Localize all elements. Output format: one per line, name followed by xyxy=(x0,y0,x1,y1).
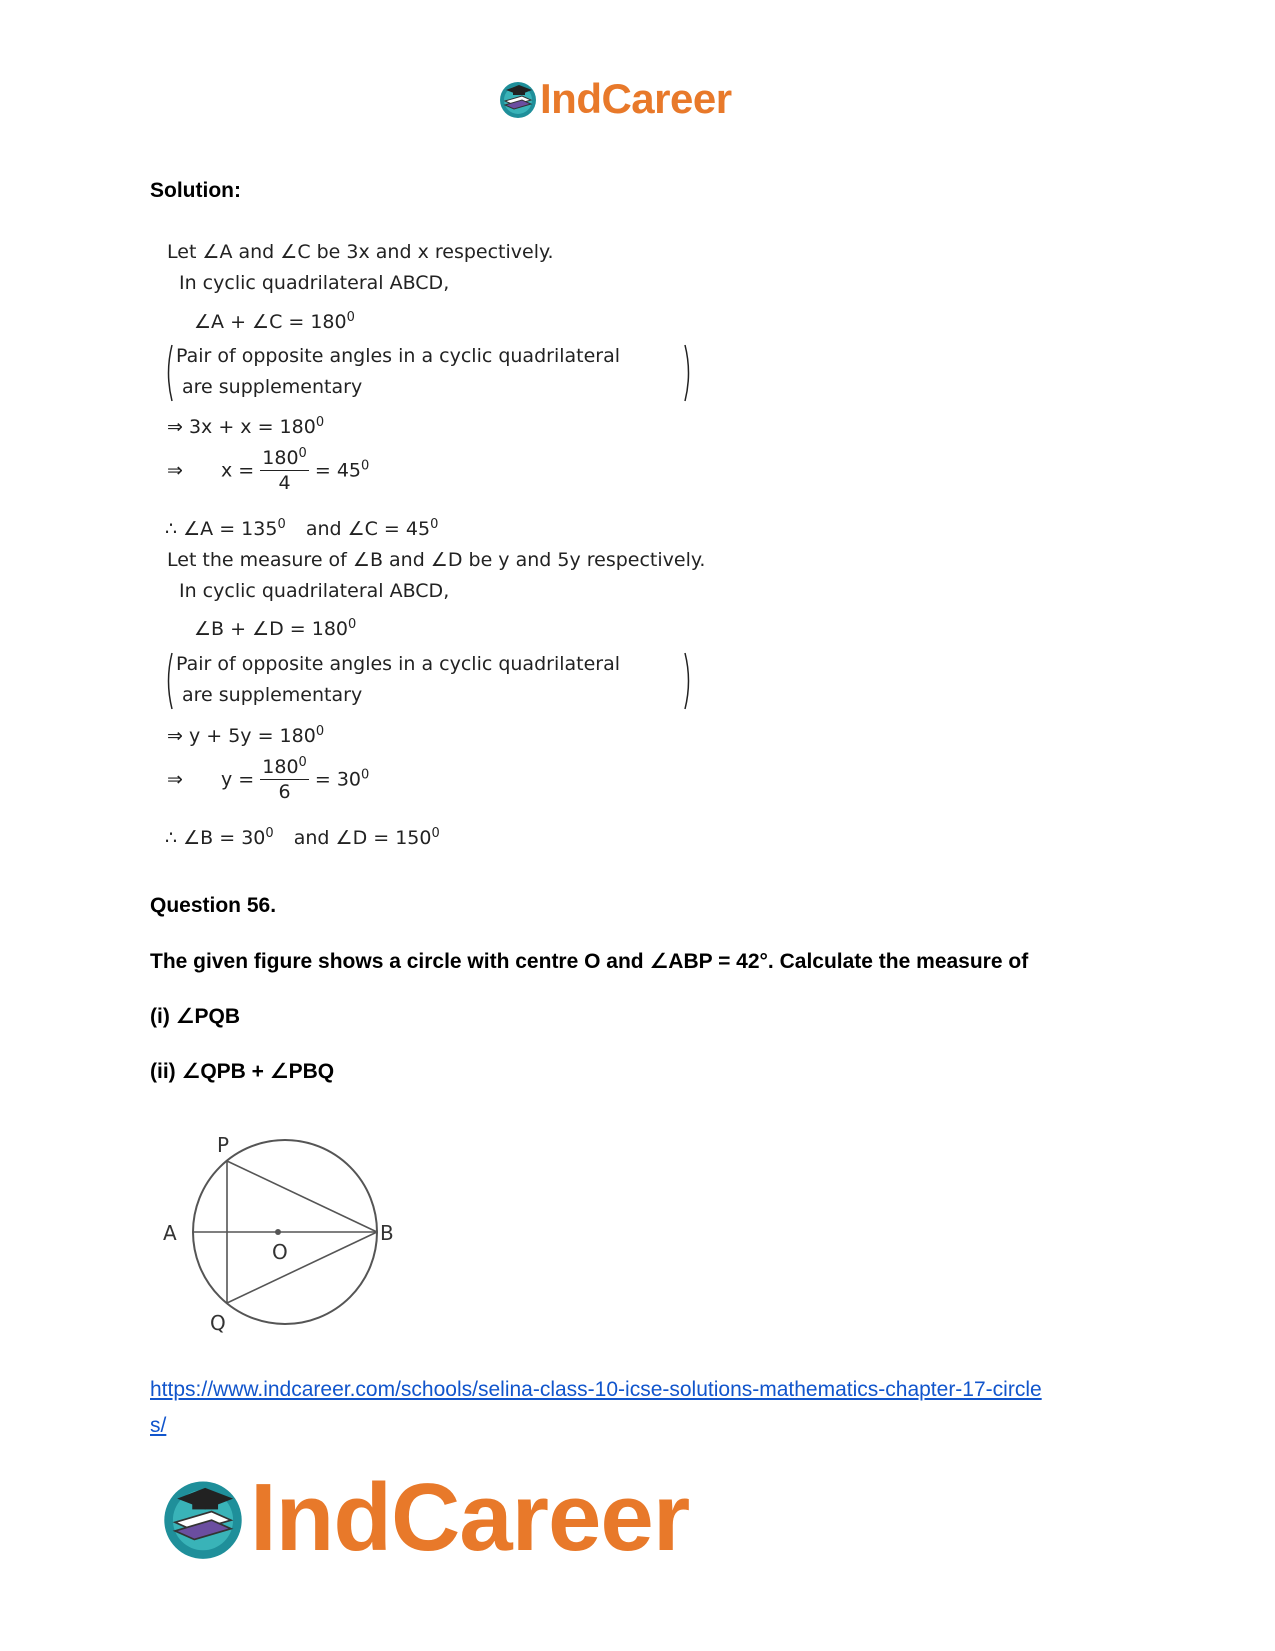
question-text: The given figure shows a circle with centre O and ∠ABP = 42°. Calculate the measure of xyxy=(150,950,1029,973)
solution-line: ∴ ∠A = $135^0$ and ∠C = $45^0$ xyxy=(165,517,439,540)
label-a: A xyxy=(163,1221,177,1245)
solution-line: ⇒ $3x + x = 180^0$ xyxy=(167,415,325,438)
label-p: P xyxy=(217,1133,230,1157)
question-part-i: (i) ∠PQB xyxy=(150,1005,240,1028)
solution-fraction-line: ⇒ x = $\frac{180^0}{4}$ = $45^0$ xyxy=(167,446,370,494)
source-link-line-2[interactable]: s/ xyxy=(150,1414,167,1437)
source-link-line-1[interactable]: https://www.indcareer.com/schools/selina-class-10-icse-solutions-mathematics-chapter-17-circle xyxy=(150,1378,1042,1401)
solution-line: are supplementary xyxy=(182,684,363,706)
solution-line: ⇒ $y + 5y = 180^0$ xyxy=(167,724,325,747)
solution-heading: Solution: xyxy=(150,179,241,202)
solution-line: ∴ ∠B = $30^0$ and ∠D = $150^0$ xyxy=(165,826,440,849)
centre-point xyxy=(275,1229,281,1235)
solution-line: Pair of opposite angles in a cyclic quadrilateral xyxy=(176,653,621,675)
left-paren xyxy=(164,651,174,711)
label-q: Q xyxy=(210,1311,226,1335)
brand-name: IndCareer xyxy=(250,1464,690,1571)
label-b: B xyxy=(380,1221,394,1245)
solution-line: Let the measure of ∠B and ∠D be y and 5y respectively. xyxy=(167,549,706,571)
footer-logo xyxy=(160,1464,690,1571)
circle-figure xyxy=(155,1125,395,1340)
fraction: $\frac{180^0}{6}$ xyxy=(262,755,307,803)
solution-line: In cyclic quadrilateral ABCD, xyxy=(179,580,450,602)
label-o: O xyxy=(272,1240,288,1264)
solution-line: Pair of opposite angles in a cyclic quadrilateral xyxy=(176,345,621,367)
solution-line: ∠B + ∠D = $180^0$ xyxy=(194,617,357,640)
source-link-block xyxy=(150,1372,1042,1444)
header-logo xyxy=(498,75,732,122)
right-paren xyxy=(683,343,693,403)
fraction: $\frac{180^0}{4}$ xyxy=(262,446,307,494)
solution-line: ∠A + ∠C = $180^0$ xyxy=(194,310,355,333)
brand-name: IndCareer xyxy=(540,75,732,122)
solution-line: Let ∠A and ∠C be 3x and x respectively. xyxy=(167,241,554,263)
solution-fraction-line: ⇒ y = $\frac{180^0}{6}$ = $30^0$ xyxy=(167,755,370,803)
question-part-ii: (ii) ∠QPB + ∠PBQ xyxy=(150,1060,335,1083)
question-title: Question 56. xyxy=(150,894,277,917)
solution-line: In cyclic quadrilateral ABCD, xyxy=(179,272,450,294)
graduation-book-icon xyxy=(498,79,538,119)
left-paren xyxy=(164,343,174,403)
right-paren xyxy=(683,651,693,711)
solution-line: are supplementary xyxy=(182,376,363,398)
graduation-book-icon xyxy=(160,1475,246,1561)
